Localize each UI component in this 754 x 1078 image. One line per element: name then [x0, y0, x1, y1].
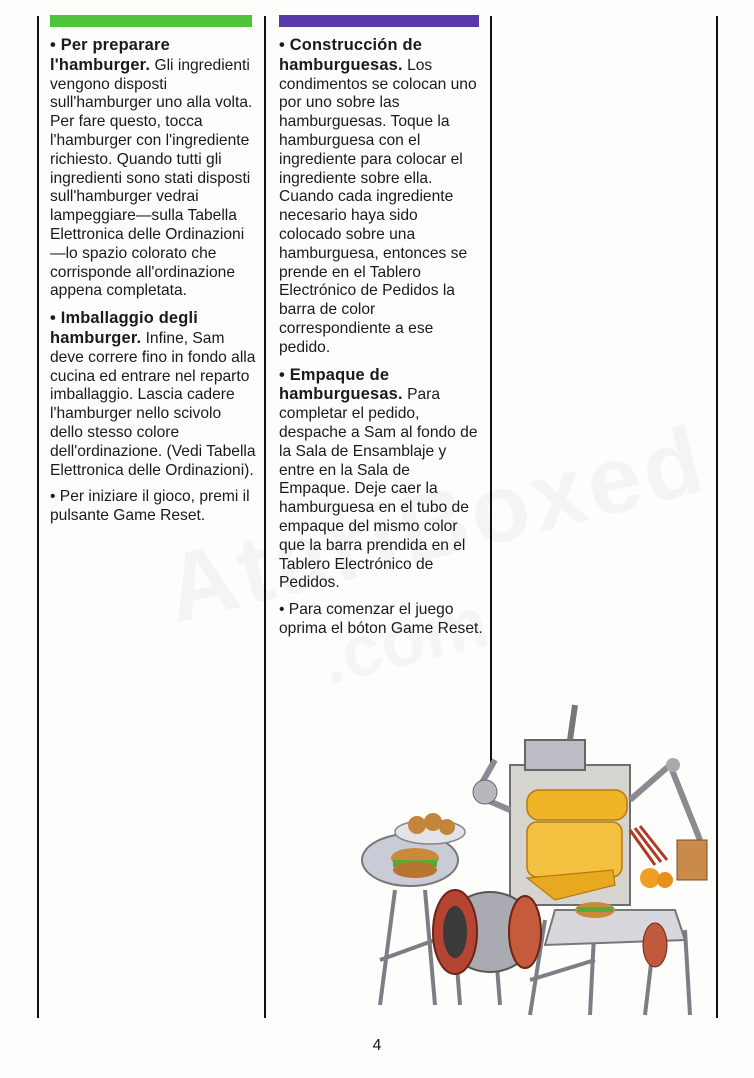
- spanish-section-packing: [279, 366, 483, 594]
- italian-section-preparation: [50, 36, 256, 301]
- italian-section-packing: [50, 309, 256, 480]
- page-number: 4: [372, 1037, 382, 1054]
- spanish-construction-text: Los condimentos se colocan uno por uno sobre las hamburguesas. Toque la hamburguesa con el ingrediente para colocar el ingrediente sobre ella. Cuando cada ingrediente necesario haya sido colocado sobre una hamburguesa, entonces se prende en el Tablero Electrónico de Pedidos la barra de color correspondiente a ese pedido.: [279, 56, 477, 356]
- italian-color-bar: [50, 15, 252, 27]
- spanish-section-construction: [279, 36, 483, 358]
- italian-preparation-text: Gli ingredienti vengono disposti sull'hamburger uno alla volta. Per fare questo, tocca l'hamburger con l'ingrediente richiesto. Quando tutti gli ingredienti sono stati disposti sull'hamburger vedrai lampeggiare—sulla Tabella Elettronica delle Ordinazioni—lo spazio colorato che corrisponde all'ordinazione appena completata.: [50, 56, 253, 300]
- right-column-rule: [490, 16, 492, 766]
- italian-start-note: • Per iniziare il gioco, premi il pulsante Game Reset.: [50, 488, 250, 525]
- spanish-column: [279, 36, 483, 647]
- italian-preparation-heading: • Per preparare l'hamburger.: [50, 36, 170, 74]
- burger-machine-illustration: [355, 700, 720, 1020]
- spanish-packing-text: Para completar el pedido, despache a Sam al fondo de la Sala de Ensamblaje y entre en la Sala de Empaque. Deje caer la hamburguesa en el tubo de empaque del mismo color que la barra prendida en el Tablero Electrónico de Pedidos.: [279, 386, 478, 592]
- italian-packing-text: Infine, Sam deve correre fino in fondo alla cucina ed entrare nel reparto imballaggio. Lascia cadere l'hamburger nello scivolo dello stesso colore dell'ordinazione. (Vedi Tabella Elettronica delle Ordinazioni).: [50, 329, 256, 479]
- spanish-start-note: • Para comenzar el juego oprima el bóton Game Reset.: [279, 601, 483, 637]
- spanish-construction-heading: • Construcción de hamburguesas.: [279, 36, 423, 74]
- middle-column-rule: [264, 16, 266, 1018]
- spanish-packing-heading: • Empaque de hamburguesas.: [279, 365, 403, 404]
- italian-column: [50, 36, 256, 534]
- left-column-rule: [37, 16, 39, 1018]
- spanish-color-bar: [279, 15, 479, 27]
- italian-packing-heading: • Imballaggio degli hamburger.: [50, 309, 198, 347]
